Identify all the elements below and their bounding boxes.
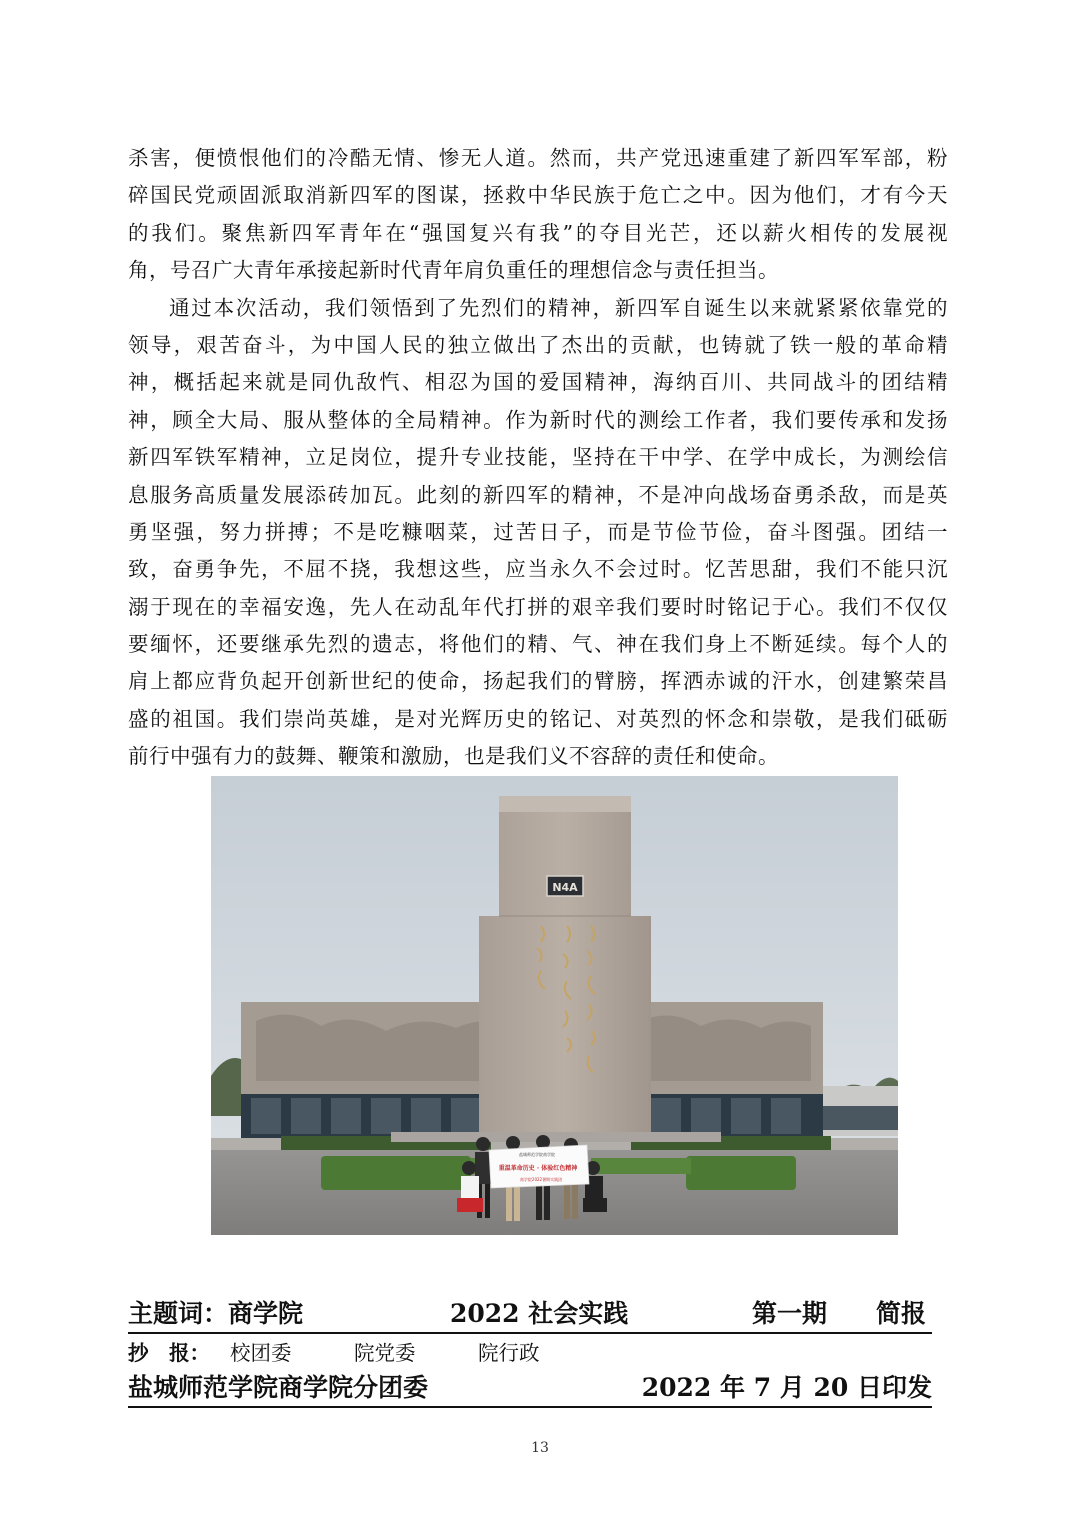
issuer-row xyxy=(128,1370,932,1408)
issue-date: 2022 年 7 月 20 日印发 xyxy=(641,1373,932,1402)
monument-badge-text: N4A xyxy=(552,881,578,894)
cc-label: 抄 报： xyxy=(128,1341,210,1365)
keywords-type: 简报 xyxy=(876,1299,927,1328)
page-number: 13 xyxy=(531,1440,549,1456)
body-line: 新四军铁军精神，立足岗位，提升专业技能，坚持在干中学、在学中成长，为测绘信 xyxy=(128,445,948,470)
cc-recipient: 院行政 xyxy=(478,1341,540,1365)
keywords-label: 主题词：商学院 xyxy=(128,1299,304,1328)
body-line: 溺于现在的幸福安逸，先人在动乱年代打拼的艰辛我们要时时铭记于心。我们不仅仅 xyxy=(128,594,948,619)
body-line: 神，概括起来就是同仇敌忾、相忍为国的爱国精神，海纳百川、共同战斗的团结精 xyxy=(128,370,948,395)
keywords-activity: 2022 社会实践 xyxy=(450,1299,629,1328)
banner-top-text: 盐城师范学院商学院 xyxy=(519,1152,555,1157)
issuer-name: 盐城师范学院商学院分团委 xyxy=(128,1373,429,1402)
cc-row xyxy=(128,1336,932,1370)
body-line: 肩上都应背负起开创新世纪的使命，扬起我们的臂膀，挥洒赤诚的汗水，创建繁荣昌 xyxy=(128,669,948,694)
keywords-issue: 第一期 xyxy=(752,1299,828,1328)
cc-recipient: 校团委 xyxy=(230,1341,292,1365)
cc-recipient: 院党委 xyxy=(354,1341,416,1365)
body-line: 前行中强有力的鼓舞、鞭策和激励，也是我们义不容辞的责任和使命。 xyxy=(128,744,779,769)
body-line: 的我们。聚焦新四军青年在“强国复兴有我”的夺目光芒，还以薪火相传的发展视 xyxy=(128,220,948,245)
body-line: 勇坚强，努力拼搏；不是吃糠咽菜，过苦日子，而是节俭节俭，奋斗图强。团结一 xyxy=(128,519,948,544)
body-text xyxy=(128,140,948,776)
body-line: 盛的祖国。我们崇尚英雄，是对光辉历史的铭记、对英烈的怀念和崇敬，是我们砥砺 xyxy=(128,706,948,731)
body-line: 神，顾全大局、服从整体的全局精神。作为新时代的测绘工作者，我们要传承和发扬 xyxy=(128,407,948,432)
body-line: 息服务高质量发展添砖加瓦。此刻的新四军的精神，不是冲向战场奋勇杀敌，而是英 xyxy=(128,482,948,507)
keywords-row xyxy=(128,1296,932,1334)
body-line: 角，号召广大青年承接起新时代青年肩负重任的理想信念与责任担当。 xyxy=(128,258,779,283)
body-line: 致，奋勇争先，不屈不挠，我想这些，应当永久不会过时。忆苦思甜，我们不能只沉 xyxy=(128,557,948,582)
body-line: 通过本次活动，我们领悟到了先烈们的精神，新四军自诞生以来就紧紧依靠党的 xyxy=(169,295,948,320)
monument-photo xyxy=(211,776,898,1235)
body-line: 领导，艰苦奋斗，为中国人民的独立做出了杰出的贡献，也铸就了铁一般的革命精 xyxy=(128,332,948,357)
banner-main-text: 重温革命历史 · 体验红色精神 xyxy=(498,1165,578,1172)
body-line: 碎国民党顽固派取消新四军的图谋，拯救中华民族于危亡之中。因为他们，才有今天 xyxy=(128,183,948,208)
body-line: 要缅怀，还要继承先烈的遗志，将他们的精、气、神在我们身上不断延续。每个人的 xyxy=(128,632,948,657)
body-line: 杀害，便愤恨他们的冷酷无情、惨无人道。然而，共产党迅速重建了新四军军部，粉 xyxy=(128,146,948,170)
banner-bottom-text: 商学院2022暑期实践团 xyxy=(519,1177,563,1182)
group-banner xyxy=(489,1145,589,1188)
